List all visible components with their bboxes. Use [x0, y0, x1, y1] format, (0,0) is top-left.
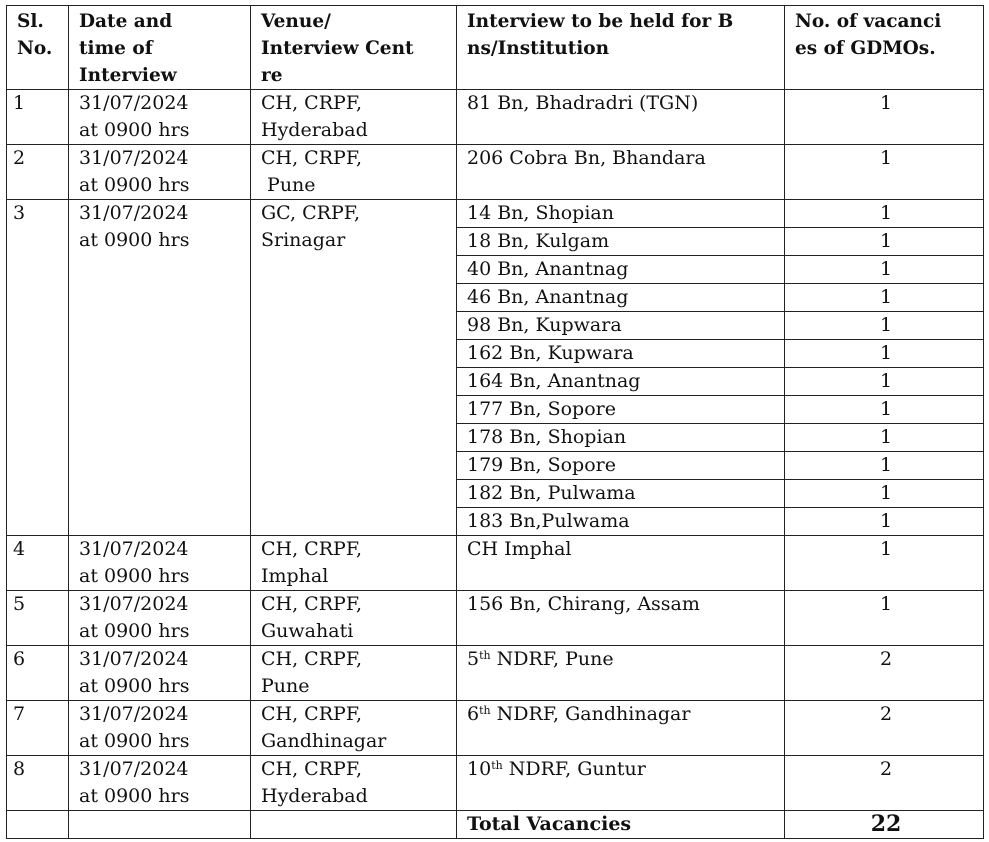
empty-cell	[7, 811, 69, 839]
institution-sub-item: 183 Bn,Pulwama	[467, 510, 630, 532]
vacancy-sub-item: 1	[785, 312, 983, 340]
institution-sub-item: 177 Bn, Sopore	[457, 396, 784, 424]
sl-no-cell: 3	[7, 200, 69, 536]
date-cell: 31/07/2024 at 0900 hrs	[69, 90, 251, 145]
venue-cell: CH, CRPF, Pune	[251, 145, 457, 200]
vacancy-cell: 2	[785, 646, 984, 701]
institution-sub-item: 14 Bn, Shopian	[457, 200, 784, 228]
vacancy-sub-item: 1	[879, 510, 893, 532]
empty-cell	[69, 811, 251, 839]
vacancy-sub-item: 1	[785, 368, 983, 396]
date-cell: 31/07/2024 at 0900 hrs	[69, 200, 251, 536]
vacancy-cell: 1	[785, 145, 984, 200]
vacancy-cell: 2	[785, 756, 984, 811]
date-cell: 31/07/2024 at 0900 hrs	[69, 145, 251, 200]
venue-cell: CH, CRPF, Guwahati	[251, 591, 457, 646]
venue-cell: CH, CRPF, Pune	[251, 646, 457, 701]
vacancy-list-cell	[785, 200, 984, 536]
institution-sub-item: 182 Bn, Pulwama	[457, 480, 784, 508]
institution-sub-item: 178 Bn, Shopian	[457, 424, 784, 452]
institution-sub-item: 18 Bn, Kulgam	[457, 228, 784, 256]
venue-cell: CH, CRPF, Gandhinagar	[251, 701, 457, 756]
header-institution: Interview to be held for B ns/Institution	[457, 6, 785, 90]
header-row	[7, 6, 984, 90]
vacancy-sub-item: 1	[785, 424, 983, 452]
institution-cell: 5th NDRF, Pune	[457, 646, 785, 701]
vacancy-table	[6, 5, 984, 839]
vacancy-cell: 1	[785, 90, 984, 145]
institution-sub-item: 179 Bn, Sopore	[457, 452, 784, 480]
venue-cell: CH, CRPF, Imphal	[251, 536, 457, 591]
institution-cell: 81 Bn, Bhadradri (TGN)	[457, 90, 785, 145]
institution-cell: 156 Bn, Chirang, Assam	[457, 591, 785, 646]
header-date-time: Date and time of Interview	[69, 6, 251, 90]
total-label: Total Vacancies	[457, 811, 785, 839]
vacancy-sub-item: 1	[785, 452, 983, 480]
sl-no-cell: 4	[7, 536, 69, 591]
date-cell: 31/07/2024 at 0900 hrs	[69, 756, 251, 811]
table-row	[7, 756, 984, 811]
sl-no-cell: 5	[7, 591, 69, 646]
institution-cell: 6th NDRF, Gandhinagar	[457, 701, 785, 756]
empty-cell	[251, 811, 457, 839]
vacancy-sub-item: 1	[785, 340, 983, 368]
header-sl-no: Sl. No.	[7, 6, 69, 90]
total-value: 22	[785, 811, 984, 839]
sl-no-cell: 2	[7, 145, 69, 200]
venue-cell: CH, CRPF, Hyderabad	[251, 90, 457, 145]
institution-cell: 206 Cobra Bn, Bhandara	[457, 145, 785, 200]
sl-no-cell: 6	[7, 646, 69, 701]
table-row	[7, 145, 984, 200]
header-venue: Venue/ Interview Cent re	[251, 6, 457, 90]
vacancy-sub-item: 1	[785, 228, 983, 256]
total-row	[7, 811, 984, 839]
vacancy-sub-item: 1	[785, 480, 983, 508]
vacancy-sub-item: 1	[785, 284, 983, 312]
table-row	[7, 200, 984, 536]
table-row	[7, 90, 984, 145]
institution-sub-item: 162 Bn, Kupwara	[457, 340, 784, 368]
institution-cell: 10th NDRF, Guntur	[457, 756, 785, 811]
table-row	[7, 591, 984, 646]
table-row	[7, 701, 984, 756]
vacancy-sub-item: 1	[785, 256, 983, 284]
header-vacancies: No. of vacanci es of GDMOs.	[785, 6, 984, 90]
vacancy-cell: 1	[785, 591, 984, 646]
table-row	[7, 646, 984, 701]
institution-sub-item: 46 Bn, Anantnag	[457, 284, 784, 312]
sl-no-cell: 7	[7, 701, 69, 756]
institution-sub-item: 164 Bn, Anantnag	[457, 368, 784, 396]
sl-no-cell: 1	[7, 90, 69, 145]
date-cell: 31/07/2024 at 0900 hrs	[69, 536, 251, 591]
institution-sub-item: 40 Bn, Anantnag	[457, 256, 784, 284]
vacancy-sub-item: 1	[785, 396, 983, 424]
vacancy-cell: 1	[785, 536, 984, 591]
vacancy-cell: 2	[785, 701, 984, 756]
venue-cell: GC, CRPF, Srinagar	[251, 200, 457, 536]
date-cell: 31/07/2024 at 0900 hrs	[69, 591, 251, 646]
date-cell: 31/07/2024 at 0900 hrs	[69, 701, 251, 756]
institution-cell: CH Imphal	[457, 536, 785, 591]
vacancy-sub-item: 1	[785, 200, 983, 228]
sl-no-cell: 8	[7, 756, 69, 811]
institution-sub-item: 98 Bn, Kupwara	[457, 312, 784, 340]
venue-cell: CH, CRPF, Hyderabad	[251, 756, 457, 811]
date-cell: 31/07/2024 at 0900 hrs	[69, 646, 251, 701]
institution-list-cell	[457, 200, 785, 536]
table-row	[7, 536, 984, 591]
